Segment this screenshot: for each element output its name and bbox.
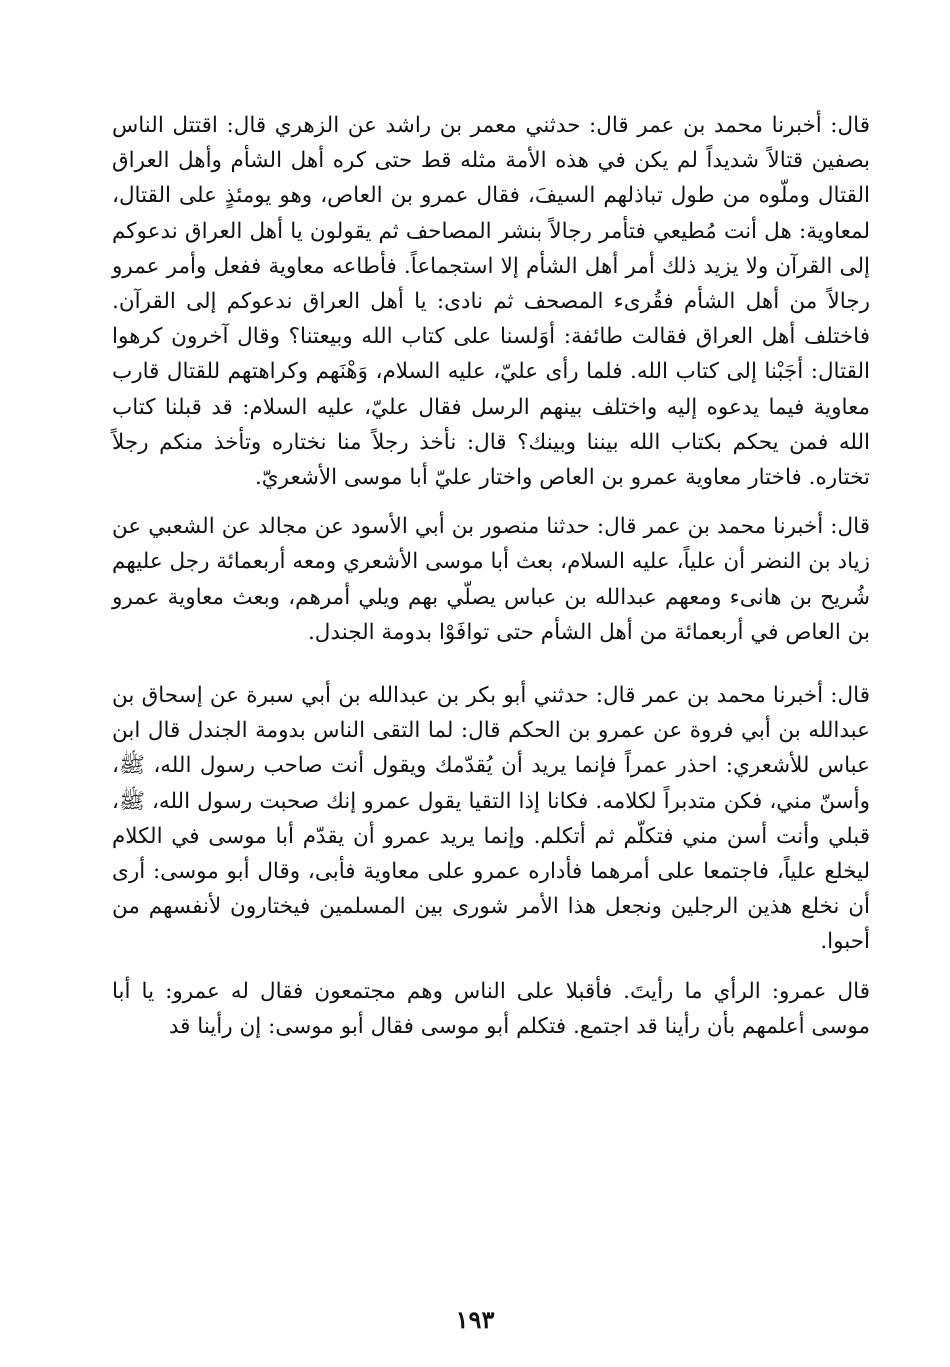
paragraph-3: قال: أخبرنا محمد بن عمر قال: حدثني أبو بكر بن عبدالله بن أبي سبرة عن إسحاق بن عبدالله بن أبي فروة عن عمرو بن الحكم قال: لما التقى الناس بدومة الجندل قال ابن عباس للأشعري: احذر عمراً فإنما يريد أن يُقدّمك ويقول أنت صاحب رسول الله، ﷺ، وأسنّ مني، فكن متدبراً لكلامه. فكانا إذا التقيا يقول عمرو إنك صحبت رسول الله، ﷺ، قبلي وأنت أسن مني فتكلّم ثم أتكلم. وإنما يريد عمرو أن يقدّم أبا موسى في الكلام ليخلع علياً، فاجتمعا على أمرهما فأداره عمرو على معاوية فأبى، وقال أبو موسى: أرى أن نخلع هذين الرجلين ونجعل هذا الأمر شورى بين المسلمين فيختارون لأنفسهم من أحبوا. [112, 683, 870, 955]
page-number: ١٩٣ [455, 1305, 495, 1334]
body-text [112, 108, 870, 1044]
paragraph-2: قال: أخبرنا محمد بن عمر قال: حدثنا منصور بن أبي الأسود عن مجالد عن الشعبي عن زياد بن النضر أن علياً، عليه السلام، بعث أبا موسى الأشعري ومعه أربعمائة رجل عليهم شُريح بن هانىء ومعهم عبدالله بن عباس يصلّي بهم ويلي أمرهم، وبعث معاوية عمرو بن العاص في أربعمائة من أهل الشأم حتى توافَوْا بدومة الجندل. [112, 514, 870, 645]
paragraph-1: قال: أخبرنا محمد بن عمر قال: حدثني معمر بن راشد عن الزهري قال: اقتتل الناس بصفين قتالاً شديداً لم يكن في هذه الأمة مثله قط حتى كره أهل الشأم وأهل العراق القتال وملّوه من طول تباذلهم السيفَ، فقال عمرو بن العاص، وهو يومئذٍ على القتال، لمعاوية: هل أنت مُطيعي فتأمر رجالاً بنشر المصاحف ثم يقولون يا أهل العراق ندعوكم إلى القرآن ولا يزيد ذلك أمر أهل الشأم إلا استجماعاً. فأطاعه معاوية ففعل وأمر عمرو رجالاً من أهل الشأم فقُرىء المصحف ثم نادى: يا أهل العراق ندعوكم إلى القرآن. فاختلف أهل العراق فقالت طائفة: أوَلسنا على كتاب الله وبيعتنا؟ وقال آخرون كرهوا القتال: أجَبْنا إلى كتاب الله. فلما رأى عليّ، عليه السلام، وَهْنَهم وكراهتهم للقتال قارب معاوية فيما يدعوه إليه واختلف بينهم الرسل فقال عليّ، عليه السلام: قد قبلنا كتاب الله فمن يحكم بكتاب الله بيننا وبينك؟ قال: نأخذ رجلاً منا نختاره وتأخذ منكم رجلاً تختاره. فاختار معاوية عمرو بن العاص واختار عليّ أبا موسى الأشعريّ. [112, 113, 870, 491]
paragraph-4: قال عمرو: الرأي ما رأيتَ. فأقبلا على الناس وهم مجتمعون فقال له عمرو: يا أبا موسى أعلمهم بأن رأينا قد اجتمع. فتكلم أبو موسى فقال أبو موسى: إن رأينا قد [112, 978, 870, 1039]
